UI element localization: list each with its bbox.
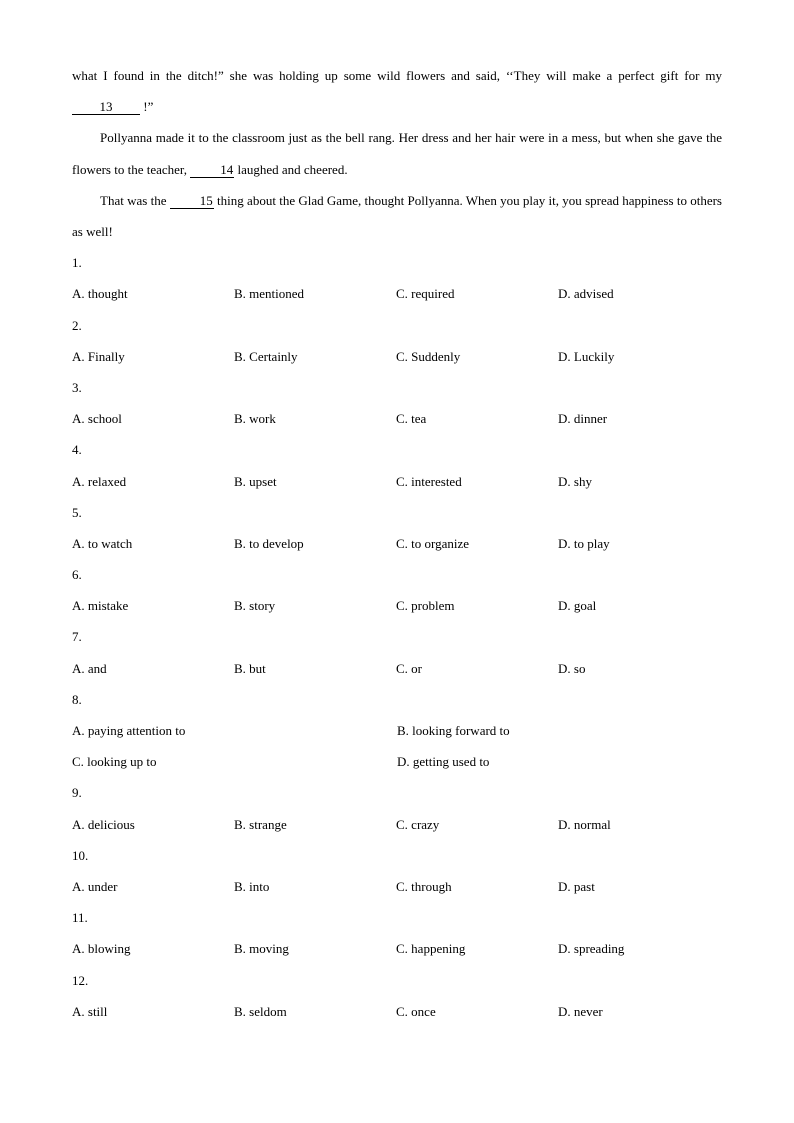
option-row — [72, 933, 722, 964]
passage-text: Pollyanna made it to the classroom just as the bell rang. Her dress and her hair were in a mess, but when she gave the flowers to the teacher, — [72, 130, 722, 177]
option-b: B. seldom — [234, 1003, 287, 1019]
option-row — [72, 653, 722, 684]
question-number: 12. — [72, 972, 89, 988]
option-d: D. goal — [558, 598, 597, 614]
passage-text: That was the — [100, 192, 170, 208]
option-d: D. advised — [558, 286, 614, 302]
option-b: B. Certainly — [234, 348, 298, 364]
passage-text: !” — [140, 99, 154, 115]
option-row — [72, 871, 722, 902]
question-number: 2. — [72, 317, 82, 333]
option-row — [72, 528, 722, 559]
question-number: 3. — [72, 379, 82, 395]
option-b: B. mentioned — [234, 286, 305, 302]
passage-paragraph-3 — [72, 185, 722, 247]
option-b: B. looking forward to — [397, 723, 510, 739]
question-number: 9. — [72, 785, 82, 801]
option-a: A. under — [72, 878, 118, 894]
option-b: B. story — [234, 598, 276, 614]
option-c: C. through — [396, 878, 452, 894]
passage-paragraph-1 — [72, 60, 722, 122]
option-b: B. work — [234, 411, 276, 427]
option-row — [72, 715, 722, 746]
passage-text: thing about the Glad Game, thought Pollyanna. When you play it, you spread happiness to others as well! — [72, 192, 722, 240]
option-b: B. but — [234, 660, 266, 676]
option-row — [72, 809, 722, 840]
option-a: A. still — [72, 1003, 108, 1019]
option-a: A. relaxed — [72, 473, 127, 489]
option-a: A. and — [72, 660, 107, 676]
option-d: D. dinner — [558, 411, 608, 427]
option-c: C. once — [396, 1003, 436, 1019]
option-c: C. Suddenly — [396, 348, 461, 364]
blank-13: 13 — [72, 99, 140, 115]
option-c: C. problem — [396, 598, 455, 614]
question-number: 8. — [72, 691, 82, 707]
option-d: D. shy — [558, 473, 592, 489]
option-d: D. past — [558, 878, 595, 894]
option-a: A. mistake — [72, 598, 129, 614]
question-number: 10. — [72, 847, 89, 863]
option-a: A. school — [72, 411, 122, 427]
option-a: A. blowing — [72, 941, 131, 957]
option-row — [72, 403, 722, 434]
option-d: D. so — [558, 660, 586, 676]
option-d: D. normal — [558, 816, 611, 832]
question-number: 4. — [72, 442, 82, 458]
option-row — [72, 278, 722, 309]
document-page — [72, 60, 722, 1027]
option-a: A. Finally — [72, 348, 125, 364]
option-c: C. interested — [396, 473, 462, 489]
option-c: C. happening — [396, 941, 466, 957]
option-b: B. to develop — [234, 535, 304, 551]
option-c: C. tea — [396, 411, 427, 427]
option-b: B. upset — [234, 473, 277, 489]
option-d: D. spreading — [558, 941, 625, 957]
option-b: B. into — [234, 878, 270, 894]
option-d: D. getting used to — [397, 754, 490, 770]
option-row — [72, 746, 722, 777]
option-c: C. to organize — [396, 535, 470, 551]
option-row — [72, 466, 722, 497]
option-c: C. required — [396, 286, 455, 302]
question-list — [72, 247, 722, 1027]
option-a: A. delicious — [72, 816, 135, 832]
option-b: B. moving — [234, 941, 289, 957]
option-a: A. thought — [72, 286, 128, 302]
passage-text: what I found in the ditch!” she was holding up some wild flowers and said, ‘‘They will make a perfect gift for my — [72, 68, 722, 83]
option-d: D. Luckily — [558, 348, 615, 364]
question-number: 6. — [72, 567, 82, 583]
blank-15: 15 — [170, 193, 214, 209]
option-row — [72, 341, 722, 372]
question-number: 11. — [72, 910, 88, 926]
passage-paragraph-2 — [72, 122, 722, 184]
question-number: 7. — [72, 629, 82, 645]
option-a: A. paying attention to — [72, 723, 186, 739]
option-c: C. or — [396, 660, 422, 676]
option-row — [72, 590, 722, 621]
option-d: D. never — [558, 1003, 603, 1019]
option-c: C. looking up to — [72, 754, 157, 770]
question-number: 5. — [72, 504, 82, 520]
option-b: B. strange — [234, 816, 287, 832]
question-number: 1. — [72, 255, 82, 271]
blank-14: 14 — [190, 162, 234, 178]
option-c: C. crazy — [396, 816, 440, 832]
passage-text: laughed and cheered. — [234, 161, 348, 177]
option-a: A. to watch — [72, 535, 133, 551]
option-row — [72, 996, 722, 1027]
option-d: D. to play — [558, 535, 610, 551]
